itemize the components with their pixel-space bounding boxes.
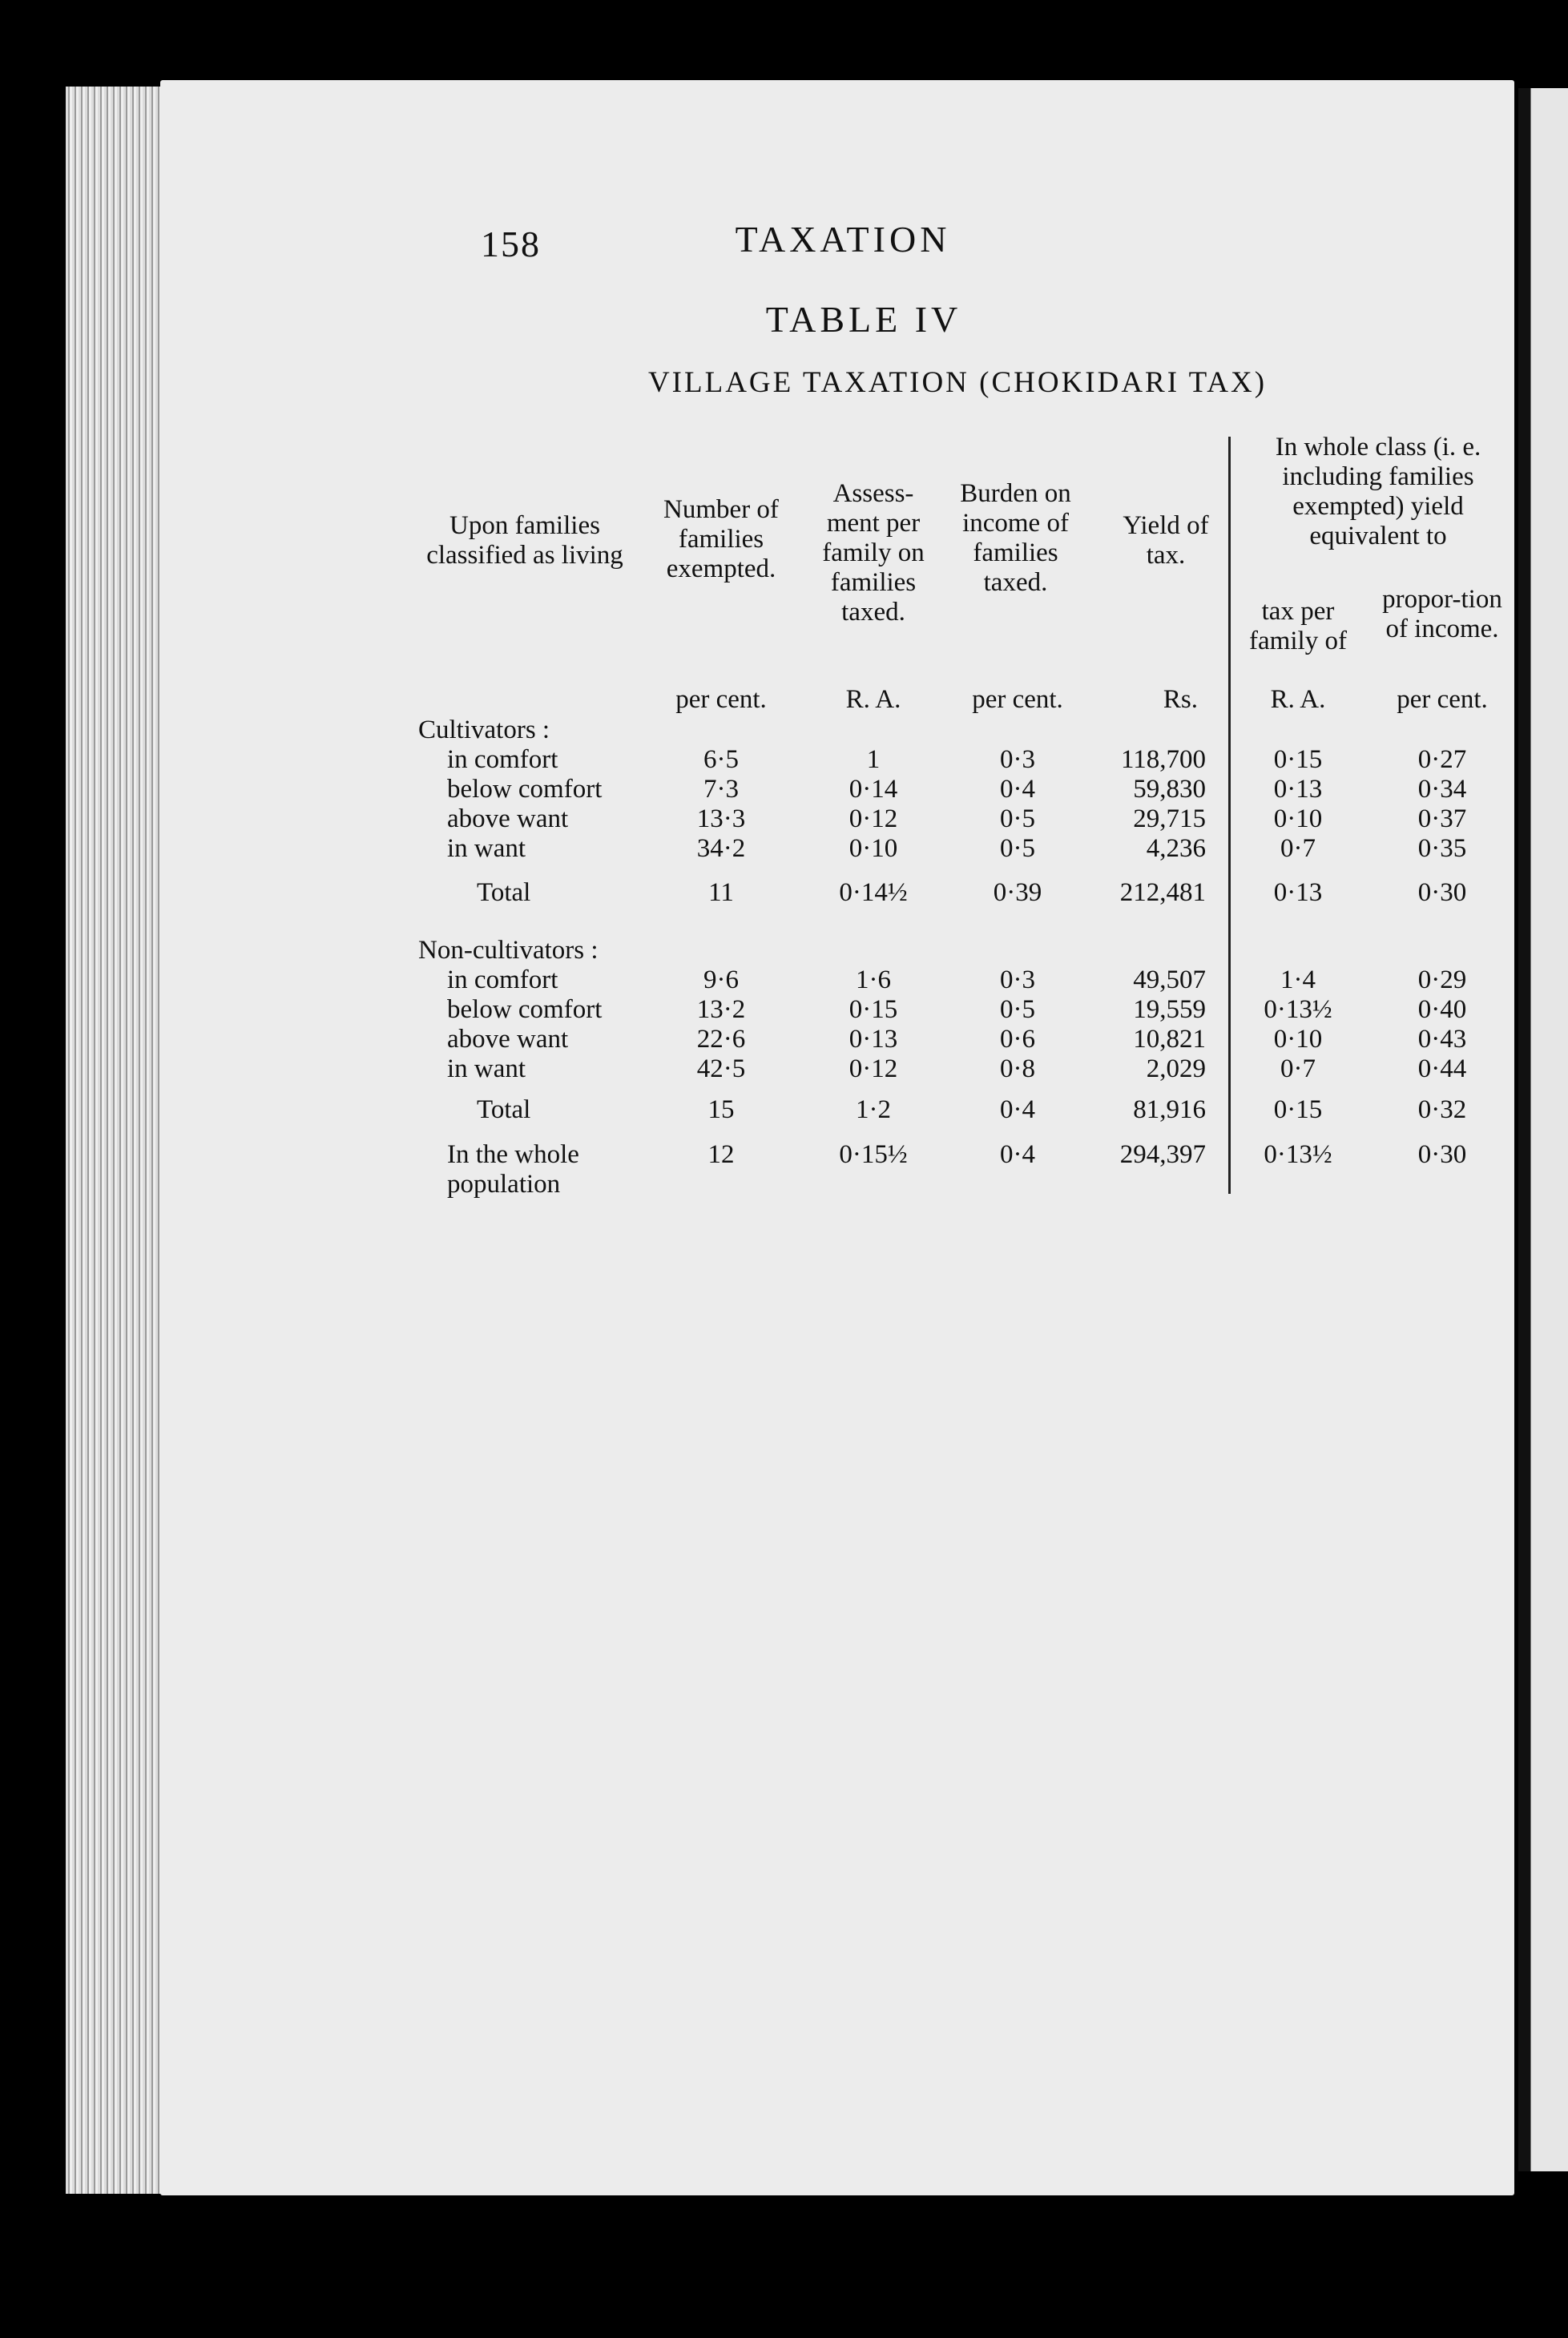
table-cell: 9·6 — [703, 965, 739, 994]
table-cell: 0·4 — [1000, 1140, 1035, 1169]
table-cell: 0·5 — [1000, 834, 1035, 863]
table-cell: 0·43 — [1417, 1025, 1467, 1054]
group-heading: Cultivators : — [418, 716, 550, 744]
table-cell: 0·39 — [993, 878, 1042, 907]
table-cell: 42·5 — [696, 1054, 746, 1083]
table-cell: 0·13 — [848, 1025, 898, 1054]
table-cell: 294,397 — [1119, 1140, 1206, 1169]
table-cell: 11 — [708, 878, 734, 907]
table-cell: 0·4 — [1000, 775, 1035, 804]
table-cell: 0·27 — [1417, 745, 1467, 774]
group-header: In whole class (i. e. including families exempted) yield equivalent to — [1275, 433, 1481, 550]
row-label: below comfort — [447, 775, 603, 804]
table-cell: 0·3 — [1000, 965, 1035, 994]
table-cell: 49,507 — [1133, 965, 1206, 994]
table-cell: 212,481 — [1119, 878, 1206, 907]
table-cell: 0·15 — [848, 995, 898, 1024]
table-cell: 7·3 — [703, 775, 739, 804]
table-cell: 0·7 — [1280, 834, 1316, 863]
table-cell: 29,715 — [1133, 804, 1206, 833]
table-cell: 0·13 — [1273, 878, 1323, 907]
table-cell: 0·10 — [1273, 1025, 1323, 1054]
column-header-tax-per-family: tax per family of — [1249, 597, 1347, 655]
running-head: TAXATION — [735, 219, 951, 260]
table-cell: 0·12 — [848, 804, 898, 833]
table-cell: 0·30 — [1417, 878, 1467, 907]
table-cell: 1·6 — [856, 965, 891, 994]
table-cell: 0·44 — [1417, 1054, 1467, 1083]
page-number: 158 — [481, 224, 541, 264]
table-cell: 13·2 — [696, 995, 746, 1024]
table-cell: 0·13½ — [1264, 1140, 1332, 1169]
group-heading: Non-cultivators : — [418, 936, 599, 965]
table-cell: 0·14 — [848, 775, 898, 804]
table-cell: 0·34 — [1417, 775, 1467, 804]
row-label: in comfort — [447, 965, 558, 994]
column-header-exempted: Number of families exempted. — [663, 495, 779, 583]
table-cell: 0·29 — [1417, 965, 1467, 994]
table-cell: 13·3 — [696, 804, 746, 833]
table-cell: 2,029 — [1146, 1054, 1206, 1083]
table-cell: 0·13½ — [1264, 995, 1332, 1024]
row-label: below comfort — [447, 995, 603, 1024]
table-cell: 0·10 — [1273, 804, 1323, 833]
row-label: Total — [477, 878, 531, 907]
table-cell: 19,559 — [1133, 995, 1206, 1024]
table-cell: 0·30 — [1417, 1140, 1467, 1169]
table-cell: 15 — [707, 1095, 735, 1124]
table-cell: 0·15 — [1273, 745, 1323, 774]
table-cell: 118,700 — [1120, 745, 1206, 774]
facing-page-edge — [1518, 88, 1568, 2171]
row-label: in want — [447, 834, 526, 863]
unit-label: per cent. — [972, 685, 1063, 714]
row-label: above want — [447, 1025, 569, 1054]
unit-label: per cent. — [1397, 685, 1488, 714]
table-title: TABLE IV — [765, 299, 962, 340]
table-cell: 6·5 — [703, 745, 739, 774]
table-cell: 34·2 — [696, 834, 746, 863]
unit-label: R. A. — [1270, 685, 1326, 714]
column-header-class: Upon families classified as living — [426, 511, 623, 570]
row-label: In the whole population — [447, 1140, 579, 1199]
table-cell: 0·37 — [1417, 804, 1467, 833]
table-cell: 0·10 — [848, 834, 898, 863]
table-cell: 0·13 — [1273, 775, 1323, 804]
column-header-yield: Yield of tax. — [1123, 511, 1209, 570]
table-cell: 0·12 — [848, 1054, 898, 1083]
column-header-proportion: propor-tion of income. — [1382, 585, 1502, 643]
table-subtitle: VILLAGE TAXATION (CHOKIDARI TAX) — [647, 366, 1268, 399]
table-cell: 0·5 — [1000, 995, 1035, 1024]
table-cell: 81,916 — [1133, 1095, 1206, 1124]
table-cell: 59,830 — [1133, 775, 1206, 804]
column-header-burden: Burden on income of families taxed. — [960, 479, 1071, 597]
table-cell: 0·40 — [1417, 995, 1467, 1024]
column-header-assessment: Assess-ment per family on families taxed. — [822, 479, 925, 627]
row-label: in comfort — [447, 745, 558, 774]
table-cell: 0·7 — [1280, 1054, 1316, 1083]
unit-label: Rs. — [1163, 685, 1198, 714]
table-cell: 0·35 — [1417, 834, 1467, 863]
table-cell: 0·8 — [1000, 1054, 1035, 1083]
table-cell: 1·4 — [1280, 965, 1316, 994]
table-cell: 0·14½ — [839, 878, 908, 907]
row-label: Total — [477, 1095, 531, 1124]
table-cell: 1·2 — [856, 1095, 891, 1124]
table-cell: 0·5 — [1000, 804, 1035, 833]
table-cell: 1 — [866, 745, 881, 774]
table-cell: 0·15 — [1273, 1095, 1323, 1124]
unit-label: per cent. — [675, 685, 767, 714]
table-cell: 0·32 — [1417, 1095, 1467, 1124]
table-cell: 0·6 — [1000, 1025, 1035, 1054]
table-cell: 0·3 — [1000, 745, 1035, 774]
unit-label: R. A. — [845, 685, 901, 714]
table-cell: 22·6 — [696, 1025, 746, 1054]
table-cell: 10,821 — [1133, 1025, 1206, 1054]
table-cell: 4,236 — [1146, 834, 1206, 863]
row-label: above want — [447, 804, 569, 833]
row-label: in want — [447, 1054, 526, 1083]
table-cell: 12 — [707, 1140, 735, 1169]
table-cell: 0·15½ — [839, 1140, 908, 1169]
table-cell: 0·4 — [1000, 1095, 1035, 1124]
